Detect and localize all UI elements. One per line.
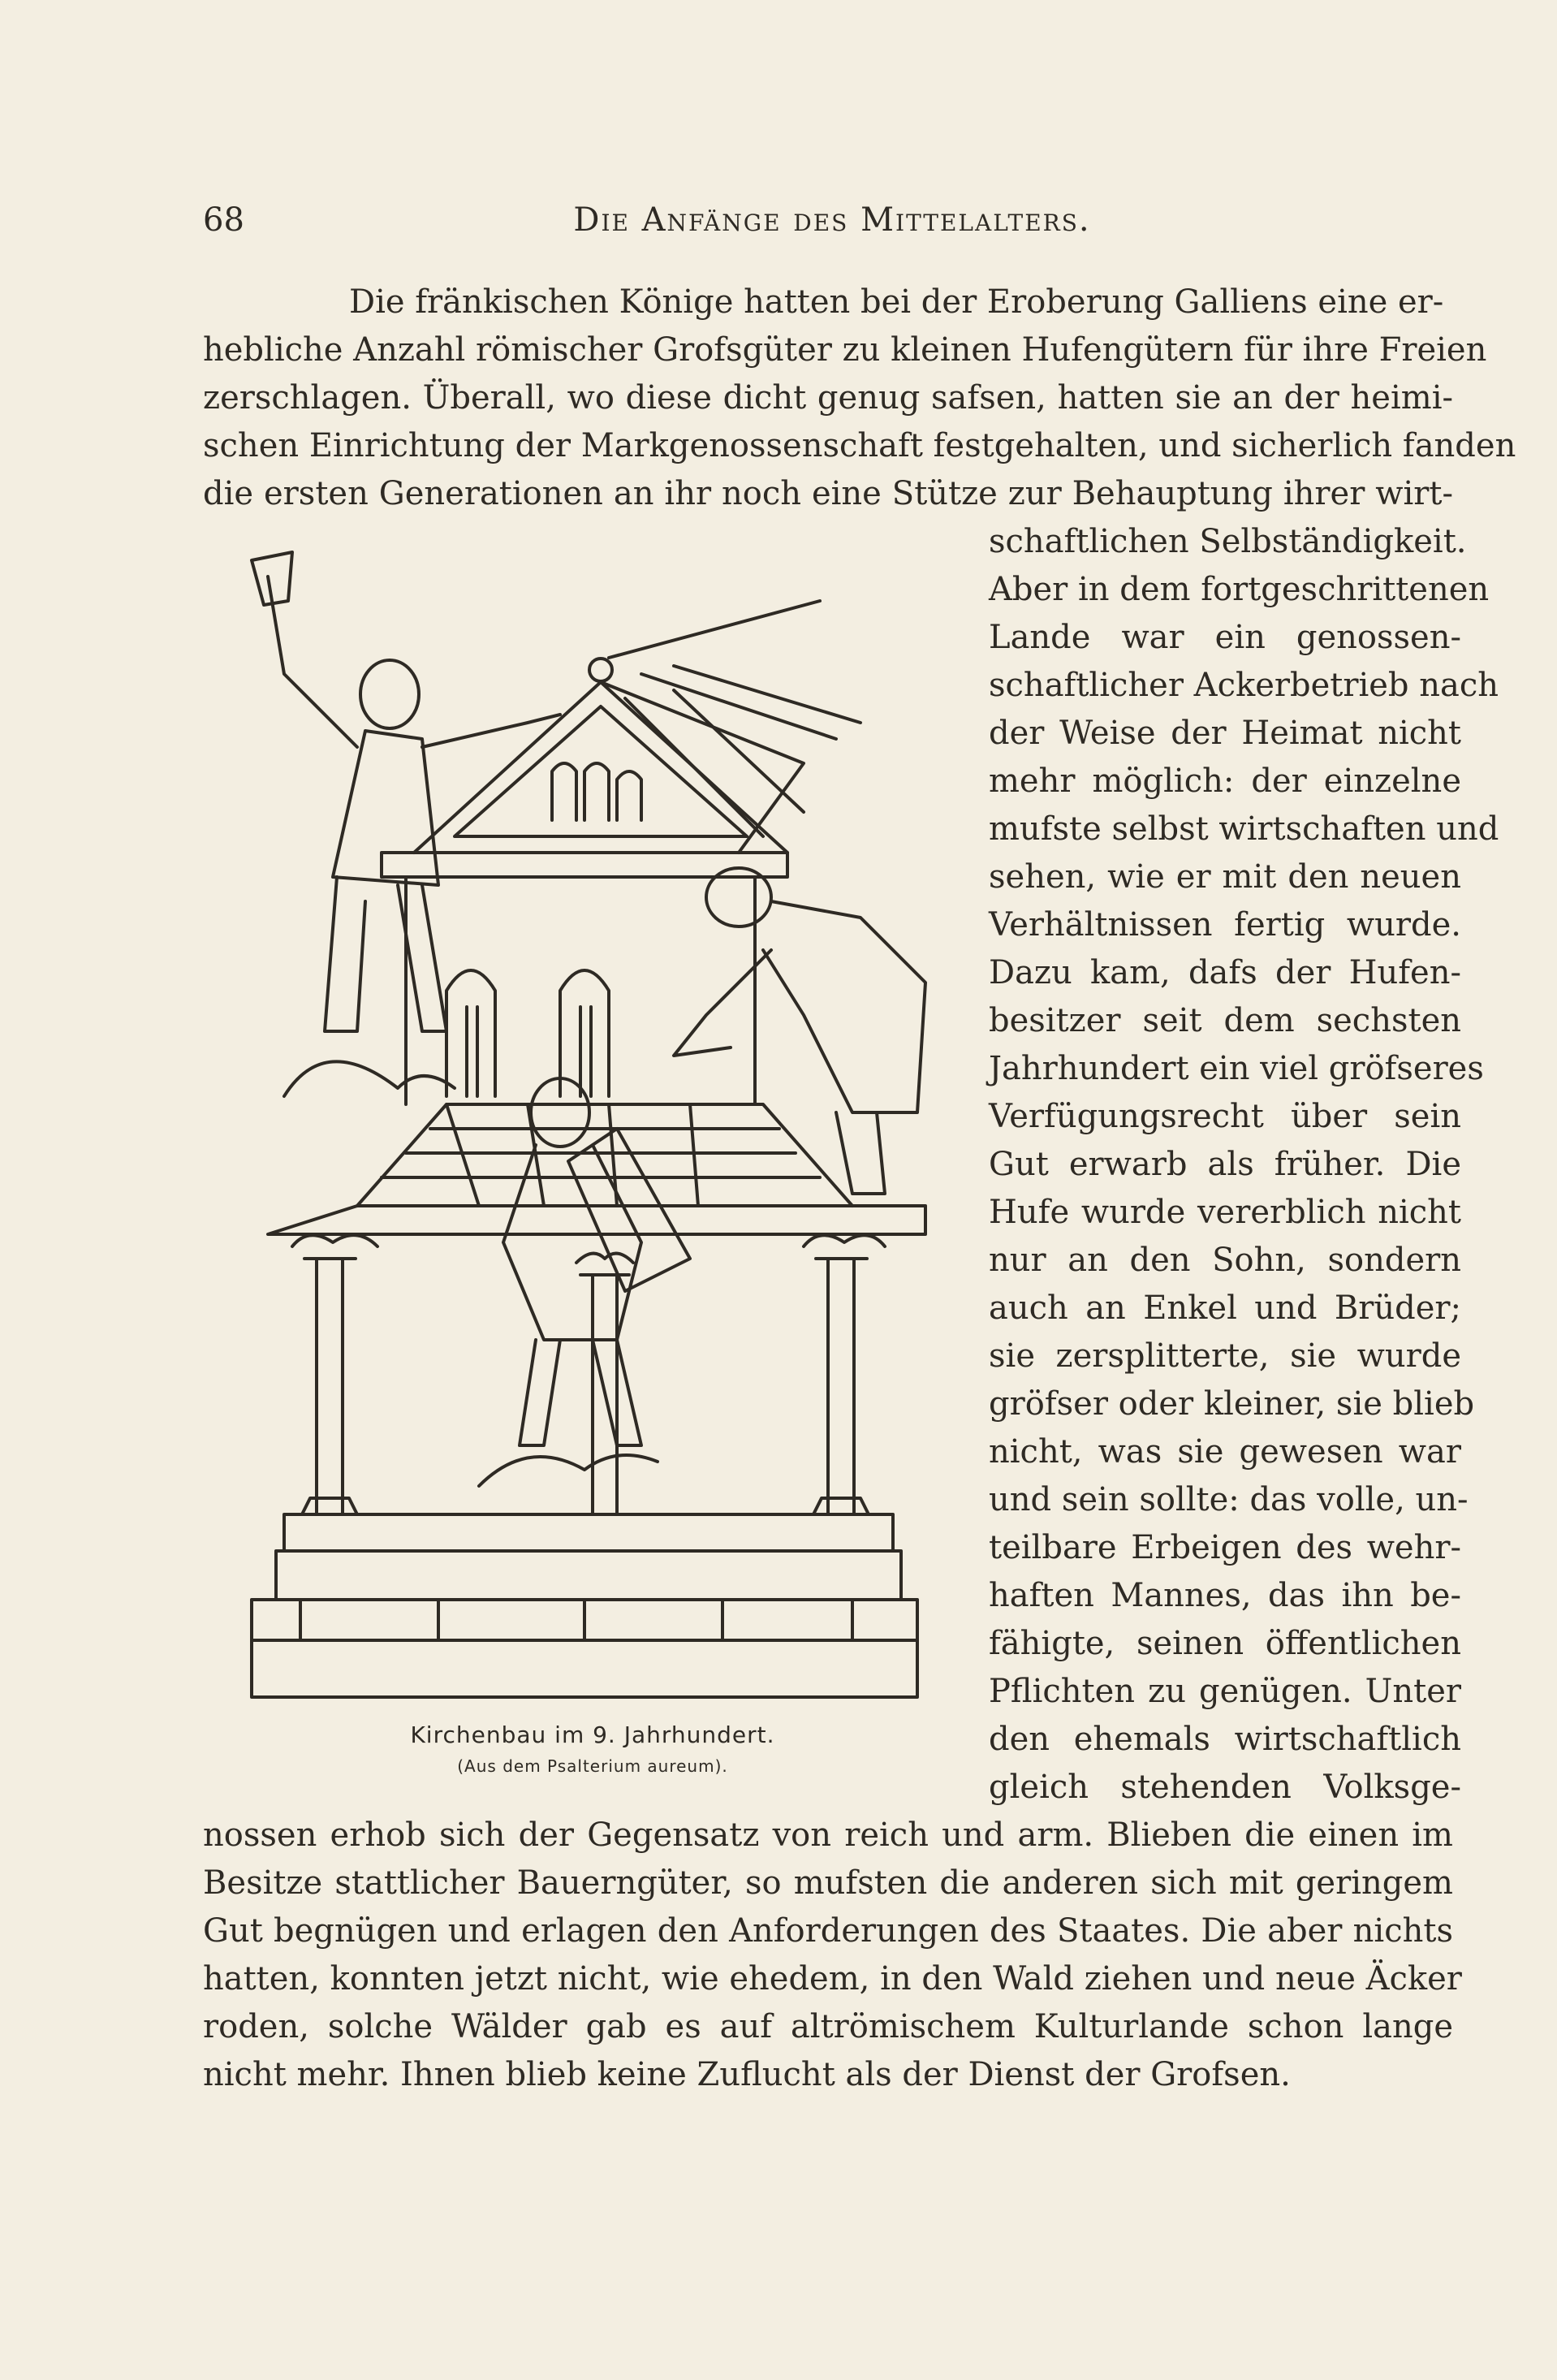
text-line: schaftlicher Ackerbetrieb nach (989, 667, 1499, 704)
text-line: Hufe wurde vererblich nicht (989, 1194, 1461, 1231)
text-line: Besitze stattlicher Bauerngüter, so mufsten die anderen sich mit geringem (203, 1864, 1453, 1902)
text-line: teilbare Erbeigen des wehr- (989, 1529, 1461, 1566)
page-number: 68 (203, 201, 244, 239)
text-line: Die fränkischen Könige hatten bei der Eroberung Galliens eine er- (349, 283, 1444, 321)
caption-title: Kirchenbau im 9. Jahrhundert. (410, 1721, 775, 1748)
text-line: den ehemals wirtschaftlich (989, 1721, 1461, 1758)
running-head: Die Anfänge des Mittelalters. (573, 201, 1091, 239)
text-line: und sein sollte: das volle, un- (989, 1481, 1469, 1518)
text-line: hatten, konnten jetzt nicht, wie ehedem, in den Wald ziehen und neue Äcker (203, 1960, 1462, 1998)
text-line: Aber in dem fortgeschrittenen (989, 571, 1490, 608)
text-line: roden, solche Wälder gab es auf altrömischem Kulturlande schon lange (203, 2008, 1453, 2045)
text-line: gröfser oder kleiner, sie blieb (989, 1385, 1475, 1423)
text-line: fähigte, seinen öffentlichen (989, 1625, 1461, 1662)
text-line: die ersten Generationen an ihr noch eine Stütze zur Behauptung ihrer wirt- (203, 475, 1453, 512)
figure-caption (268, 1721, 917, 1776)
text-line: Jahrhundert ein viel gröfseres (989, 1050, 1484, 1087)
text-line: Dazu kam, dafs der Hufen- (989, 954, 1461, 991)
text-line: sie zersplitterte, sie wurde (989, 1337, 1461, 1375)
text-line: Verfügungsrecht über sein (989, 1098, 1461, 1135)
text-line: gleich stehenden Volksge- (989, 1769, 1461, 1806)
text-line: Verhältnissen fertig wurde. (989, 906, 1461, 944)
text-line: mufste selbst wirtschaften und (989, 810, 1499, 848)
text-line: nossen erhob sich der Gegensatz von reich und arm. Blieben die einen im (203, 1816, 1453, 1854)
text-line: der Weise der Heimat nicht (989, 715, 1461, 752)
text-line: hebliche Anzahl römischer Grofsgüter zu kleinen Hufengütern für ihre Freien (203, 331, 1487, 369)
text-line: zerschlagen. Überall, wo diese dicht genug safsen, hatten sie an der heimi- (203, 379, 1453, 417)
text-line: auch an Enkel und Brüder; (989, 1289, 1461, 1327)
text-line: mehr möglich: der einzelne (989, 762, 1461, 800)
caption-source: (Aus dem Psalterium aureum). (457, 1756, 728, 1776)
text-line: nicht, was sie gewesen war (989, 1433, 1461, 1471)
text-line: Lande war ein genossen- (989, 619, 1461, 656)
illustration-church-building (235, 528, 966, 1721)
text-line: Pflichten zu genügen. Unter (989, 1673, 1461, 1710)
text-line: nicht mehr. Ihnen blieb keine Zuflucht als der Dienst der Grofsen. (203, 2056, 1291, 2093)
text-line: schaftlichen Selbständigkeit. (989, 523, 1467, 560)
text-line: nur an den Sohn, sondern (989, 1242, 1461, 1279)
text-line: besitzer seit dem sechsten (989, 1002, 1461, 1039)
text-line: Gut begnügen und erlagen den Anforderungen des Staates. Die aber nichts (203, 1912, 1453, 1950)
page-header (203, 201, 1461, 250)
text-line: Gut erwarb als früher. Die (989, 1146, 1461, 1183)
text-line: sehen, wie er mit den neuen (989, 858, 1461, 896)
text-line: haften Mannes, das ihn be- (989, 1577, 1461, 1614)
text-line: schen Einrichtung der Markgenossenschaft festgehalten, und sicherlich fanden (203, 427, 1516, 464)
